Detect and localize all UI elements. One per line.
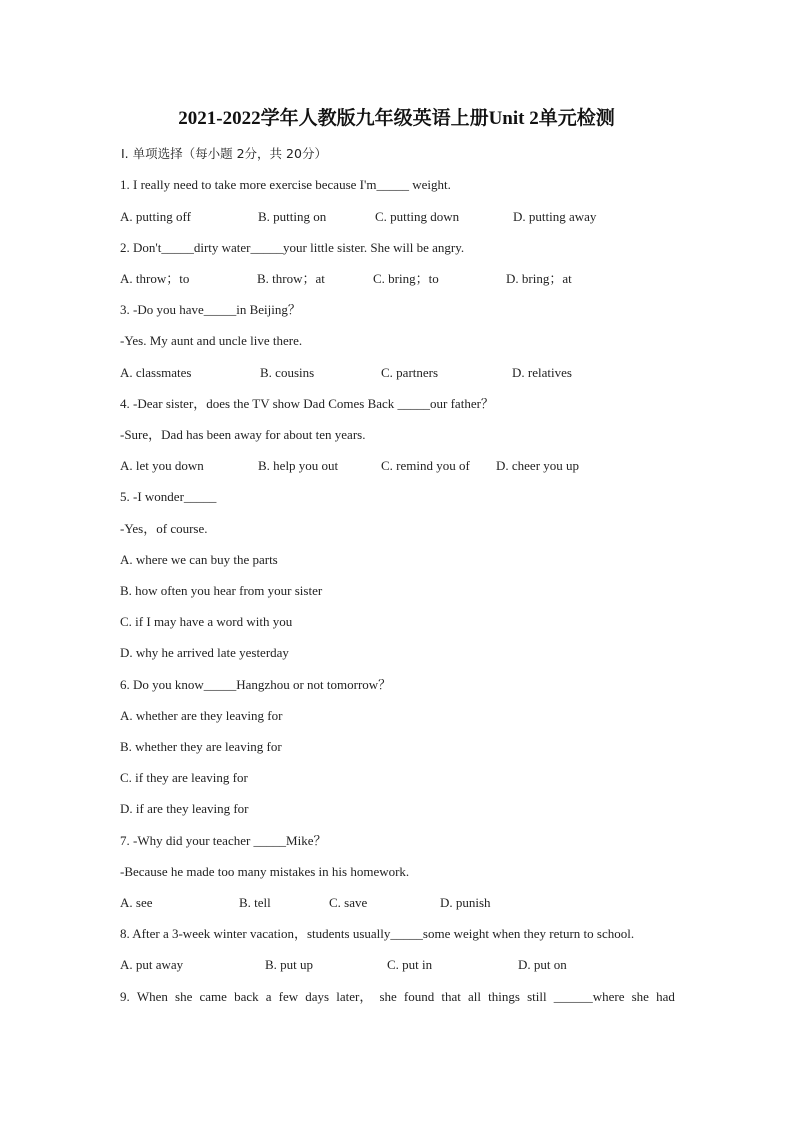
question-2-stem: 2. Don't_____dirty water_____your little sister. She will be angry. [120,240,465,255]
question-5-answer: -Yes，of course. [120,521,208,536]
question-1-stem: 1. I really need to take more exercise because I'm_____ weight. [120,177,451,192]
option-c: C. bring；to [373,271,439,286]
question-4-stem: 4. -Dear sister，does the TV show Dad Comes Back _____our father？ [120,396,494,411]
q9-word: came [199,989,227,1004]
question-5-stem: 5. -I wonder_____ [120,489,217,504]
q9-word: that [441,989,461,1004]
option-b: B. tell [239,895,271,910]
question-8-stem: 8. After a 3-week winter vacation，students usually_____some weight when they return to school. [120,926,635,941]
option-d: D. bring；at [506,271,572,286]
question-7-stem: 7. -Why did your teacher _____Mike？ [120,833,327,848]
option-a: A. classmates [120,365,192,380]
q9-word: had [656,989,675,1004]
option-c: C. remind you of [381,458,470,473]
option-d: D. cheer you up [496,458,580,473]
question-7-answer: -Because he made too many mistakes in his homework. [120,864,410,879]
option-c: C. putting down [375,209,460,224]
q9-word: few [278,989,299,1004]
q9-word: all [468,989,482,1004]
q9-word: ______where [553,989,625,1004]
q9-word: 9. [120,989,130,1004]
question-3-stem: 3. -Do you have_____in Beijing？ [120,302,301,317]
option-b: B. cousins [260,365,315,380]
option-a: A. let you down [120,458,204,473]
q9-word: she [631,989,649,1004]
q9-word: still [527,989,547,1004]
option-d: D. putting away [513,209,597,224]
q9-word: found [403,989,435,1004]
q9-word: she [175,989,193,1004]
question-5-option-c: C. if I may have a word with you [120,614,293,629]
option-c: C. save [329,895,368,910]
question-6-option-b: B. whether they are leaving for [120,739,282,754]
option-b: B. putting on [258,209,327,224]
option-a: A. putting off [120,209,191,224]
option-b: B. put up [265,957,314,972]
option-d: D. punish [440,895,491,910]
option-a: A. throw；to [120,271,190,286]
question-5-option-b: B. how often you hear from your sister [120,583,323,598]
option-c: C. put in [387,957,433,972]
option-a: A. see [120,895,153,910]
question-6-stem: 6. Do you know_____Hangzhou or not tomorrow？ [120,677,392,692]
q9-word: things [488,989,520,1004]
option-d: D. relatives [512,365,572,380]
q9-word: When [136,989,168,1004]
page-title: 2021-2022学年人教版九年级英语上册Unit 2单元检测 [178,108,615,129]
question-5-option-d: D. why he arrived late yesterday [120,645,289,660]
option-a: A. put away [120,957,184,972]
option-d: D. put on [518,957,567,972]
option-c: C. partners [381,365,439,380]
q9-word: she [379,989,397,1004]
question-6-option-c: C. if they are leaving for [120,770,248,785]
q9-word: days [305,989,330,1004]
option-b: B. help you out [258,458,339,473]
option-b: B. throw；at [257,271,325,286]
section-heading: Ⅰ. 单项选择（每小题 2分，共 20分） [121,146,327,161]
question-5-option-a: A. where we can buy the parts [120,552,278,567]
question-6-option-a: A. whether are they leaving for [120,708,283,723]
question-6-option-d: D. if are they leaving for [120,801,249,816]
q9-word: back [234,989,259,1004]
question-3-answer: -Yes. My aunt and uncle live there. [120,333,303,348]
question-4-answer: -Sure，Dad has been away for about ten years. [120,427,366,442]
question-9-stem [120,989,675,1005]
q9-word: a [265,989,272,1004]
q9-word: later， [336,989,373,1004]
